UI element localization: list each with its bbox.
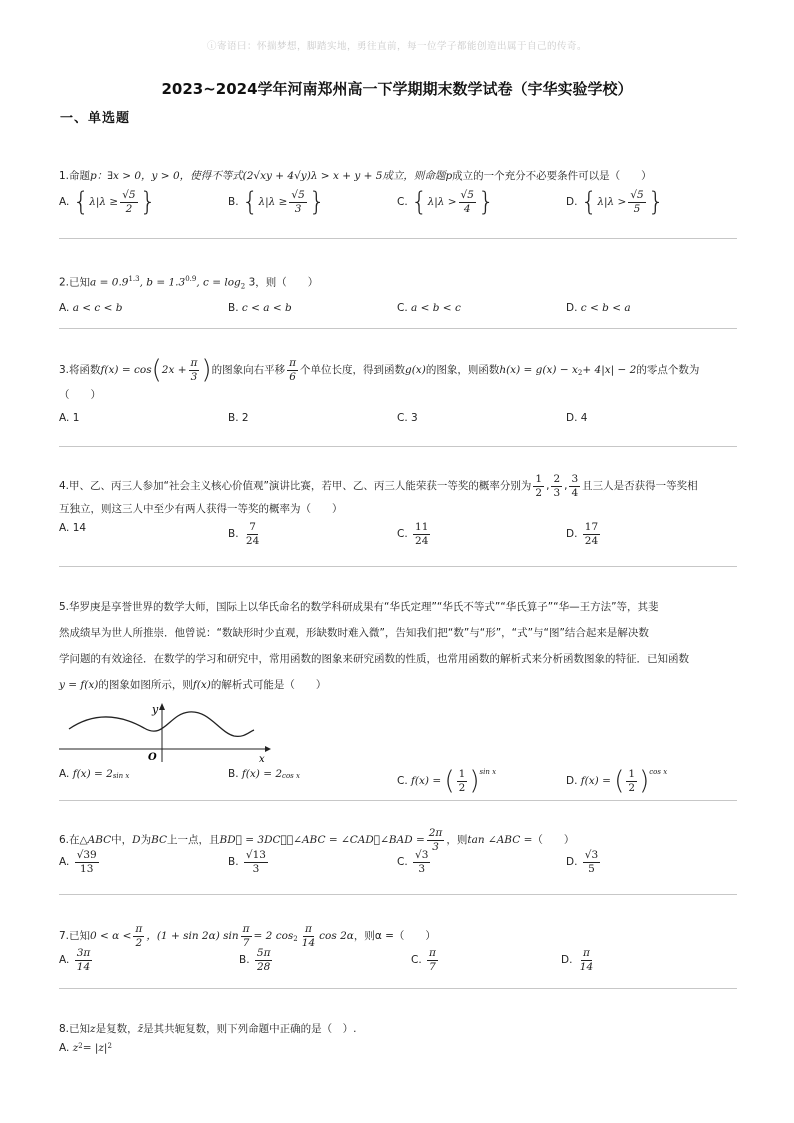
question-2	[59, 268, 739, 332]
option-b[interactable]: B. $\frac{7}{24}$	[228, 521, 260, 547]
option-b[interactable]: B. c < a < b	[228, 301, 292, 314]
y-axis-label: y	[152, 703, 159, 716]
option-c[interactable]: C. a < b < c	[397, 301, 461, 314]
option-c[interactable]: C. $\frac{√3}{3}$	[397, 849, 429, 875]
option-c[interactable]: C. f(x) = ( $\frac{1}{2}$ ) $^{sin x}$	[397, 766, 497, 796]
option-a[interactable]: A. { λ|λ ≥ $\frac{√5}{2}$ }	[59, 187, 157, 217]
option-b[interactable]: B. $\frac{√13}{3}$	[228, 849, 266, 875]
question-1	[59, 165, 739, 223]
option-c[interactable]: C. $\frac{\pi}{7}$	[411, 947, 436, 973]
function-graph	[59, 702, 279, 764]
section-heading: 一、单选题	[60, 111, 131, 126]
divider	[59, 238, 737, 239]
question-7	[59, 922, 739, 982]
question-1-stem: 1.命题p：∃x > 0，y > 0，使得不等式(2√xy + 4√y)λ > x + y + 5成立，则命题p成立的一个充分不必要条件可以是（ ）	[59, 170, 652, 182]
option-b[interactable]: B. f(x) = 2 cos x	[228, 768, 300, 780]
option-c[interactable]: C. { λ|λ > $\frac{√5}{4}$ }	[397, 187, 495, 217]
option-a[interactable]: A. 1	[59, 412, 80, 424]
question-7-stem: 7.已知 0 < α < $\frac{\pi}{2}$ ，(1 + sin 2α) sin $\frac{\pi}{7}$ = 2 cos $_2$ $\frac{\pi}{14}$ cos 2α ，则α =（ ）	[59, 923, 436, 949]
option-a[interactable]: A. 14	[59, 522, 87, 534]
option-c[interactable]: C. 3	[397, 412, 418, 424]
divider	[59, 800, 737, 801]
option-c[interactable]: C. $\frac{11}{24}$	[397, 521, 429, 547]
option-b[interactable]: B. $\frac{5\pi}{28}$	[239, 947, 271, 973]
option-a[interactable]: A. $\frac{√39}{13}$	[59, 849, 97, 875]
page-title: 2023~2024学年河南郑州高一下学期期末数学试卷（宇华实验学校）	[161, 80, 633, 98]
question-3: 3.将函数 f(x) = cos ( 2x + $\frac{\pi}{3}$ ) 的图象向右平移 $\frac{\pi}{6}$ 个单位长度，得到函数 g(x) 的图象，则函数 h(x) = g(x) − x $_2$ + 4|x| − 2 的零点个数为 （ ） A. 1 B. 2 C. 3 D. 4	[59, 356, 739, 442]
y-axis-arrow-icon	[159, 703, 165, 710]
x-axis-arrow-icon	[265, 746, 271, 752]
question-5	[59, 594, 739, 804]
question-4-stem: 4.甲、乙、丙三人参加“社会主义核心价值观”演讲比赛，若甲、乙、丙三人能荣获一等奖的概率分别为 $\frac{1}{2}$ , $\frac{2}{3}$ , $\frac{3}{4}$ 且三人是否获得一等奖相	[59, 473, 698, 499]
option-d[interactable]: D. 4	[566, 412, 588, 424]
option-d[interactable]: D. $\frac{17}{24}$	[566, 521, 599, 547]
option-b[interactable]: B. { λ|λ ≥ $\frac{√5}{3}$ }	[228, 187, 326, 217]
option-a[interactable]: A. a < c < b	[59, 301, 123, 314]
question-3-stem: 3.将函数 f(x) = cos ( 2x + $\frac{\pi}{3}$ ) 的图象向右平移 $\frac{\pi}{6}$ 个单位长度，得到函数 g(x) 的图象，则函数 h(x) = g(x) − x $_2$ + 4|x| − 2 的零点个数为	[59, 355, 700, 385]
option-a[interactable]: A. $\frac{3\pi}{14}$	[59, 947, 91, 973]
question-8	[59, 1018, 739, 1072]
divider	[59, 566, 737, 567]
divider	[59, 446, 737, 447]
option-d[interactable]: D. $\frac{\pi}{14}$	[561, 947, 594, 973]
question-8-stem: 8.已知z是复数，z̄是其共轭复数，则下列命题中正确的是（ ）.	[59, 1023, 357, 1035]
header-motto: ⓘ寄语曰：怀揣梦想，脚踏实地，勇往直前，每一位学子都能创造出属于自己的传奇。	[206, 41, 587, 52]
option-d[interactable]: D. f(x) = ( $\frac{1}{2}$ ) $^{cos x}$	[566, 766, 668, 796]
option-a[interactable]: A. f(x) = 2 sin x	[59, 768, 130, 780]
question-5-stem: 5.华罗庚是享誉世界的数学大师，国际上以华氏命名的数学科研成果有“华氏定理”“华氏不等式”“华氏算子”“华—王方法”等，其斐 然成绩早为世人所推崇．他曾说：“数缺形时少直观，形缺数时难入微”，告知我们把“数”与“形”，“式”与“图”结合起来是解决数 学问题的有效途径．在数学的学习和研究中，常用函数的图象来研究函数的性质，也常用函数的解析式来分析函数图象的特征．已知函数 y = f(x)的图象如图所示，则f(x)的解析式可能是（ ）	[59, 601, 689, 691]
option-b[interactable]: B. 2	[228, 412, 249, 424]
divider	[59, 328, 737, 329]
question-6	[59, 828, 739, 884]
origin-label: O	[148, 752, 157, 763]
x-axis-label: x	[259, 754, 265, 764]
option-d[interactable]: D. c < b < a	[566, 301, 631, 314]
divider	[59, 988, 737, 989]
question-4: 4.甲、乙、丙三人参加“社会主义核心价值观”演讲比赛，若甲、乙、丙三人能荣获一等奖的概率分别为 $\frac{1}{2}$ , $\frac{2}{3}$ , $\frac{3}{4}$ 且三人是否获得一等奖相 互独立，则这三人中至少有两人获得一等奖的概率为（ ） A. 14 B. $\frac{7}{24}$ C. $\frac{11}{24}$ D. $\frac{17}{24}$	[59, 474, 739, 556]
question-6-stem: 6.在 △ABC 中， D 为 BC 上一点，且 BD⃗ = 3DC⃗，∠ABC = ∠CAD，∠BAD = $\frac{2\pi}{3}$ ，则 tan ∠ABC = （ ）	[59, 827, 575, 853]
divider	[59, 894, 737, 895]
question-2-stem: 2.已知$a = 0.9^{1.3}$, $b = 1.3^{0.9}$, $c = \log_2 3$，则（ ）	[59, 275, 319, 291]
option-d[interactable]: D. $\frac{√3}{5}$	[566, 849, 599, 875]
option-d[interactable]: D. { λ|λ > $\frac{√5}{5}$ }	[566, 187, 665, 217]
option-a[interactable]: A. z 2 = |z| 2	[59, 1042, 112, 1054]
